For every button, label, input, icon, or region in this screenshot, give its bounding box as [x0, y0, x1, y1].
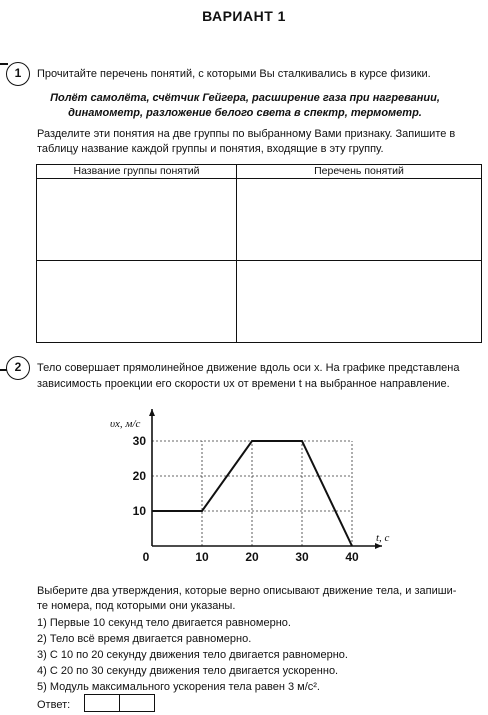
q1-task-line1: Разделите эти понятия на две группы по выбранному Вами признаку. Запишите в: [37, 128, 456, 140]
y-axis-label: υx, м/с: [110, 418, 141, 430]
group-2-name-cell[interactable]: [37, 261, 237, 343]
x-tick-label: 30: [295, 550, 309, 564]
q2-choose-line2: те номера, под которыми они указаны.: [37, 600, 236, 612]
question-2-number: 2: [6, 356, 30, 380]
q2-intro-line2: зависимость проекции его скорости υx от времени t на выбранное направление.: [37, 378, 450, 390]
y-tick-label: 10: [132, 504, 146, 518]
answer-box-1[interactable]: [84, 694, 120, 712]
option-5: 5) Модуль максимального ускорения тела равен 3 м/с².: [37, 681, 320, 693]
velocity-time-chart: [100, 400, 420, 570]
q1-concepts-line2: динамометр, разложение белого света в спектр, термометр.: [68, 107, 422, 119]
q1-concepts-line1: Полёт самолёта, счётчик Гейгера, расширение газа при нагревании,: [50, 92, 440, 104]
x-tick-label: 40: [345, 550, 359, 564]
group-1-name-cell[interactable]: [37, 179, 237, 261]
answer-box-2[interactable]: [119, 694, 155, 712]
group-1-concepts-cell[interactable]: [237, 179, 482, 261]
option-4: 4) С 20 по 30 секунду движения тело двигается ускоренно.: [37, 665, 339, 677]
q2-intro-line1: Тело совершает прямолинейное движение вдоль оси x. На графике представлена: [37, 362, 460, 374]
column-header-group-name: Название группы понятий: [37, 165, 237, 179]
x-tick-label: 0: [142, 550, 150, 564]
variant-title: ВАРИАНТ 1: [202, 8, 286, 24]
y-axis-arrow: [149, 409, 155, 416]
q1-intro: Прочитайте перечень понятий, с которыми Вы сталкивались в курсе физики.: [37, 68, 431, 80]
answer-label: Ответ:: [37, 699, 71, 711]
groups-table: [36, 164, 482, 343]
x-axis-label: t, с: [376, 532, 390, 544]
y-tick-label: 30: [132, 434, 146, 448]
option-2: 2) Тело всё время двигается равномерно.: [37, 633, 252, 645]
separator-line: [0, 63, 8, 65]
column-header-concepts: Перечень понятий: [237, 165, 482, 179]
y-tick-label: 20: [132, 469, 146, 483]
x-tick-label: 20: [245, 550, 259, 564]
option-3: 3) С 10 по 20 секунду движения тело двигается равномерно.: [37, 649, 348, 661]
q1-task-line2: таблицу название каждой группы и понятия, входящие в эту группу.: [37, 143, 384, 155]
group-2-concepts-cell[interactable]: [237, 261, 482, 343]
x-tick-label: 10: [195, 550, 209, 564]
question-1-number: 1: [6, 62, 30, 86]
option-1: 1) Первые 10 секунд тело двигается равномерно.: [37, 617, 291, 629]
q2-choose-line1: Выберите два утверждения, которые верно описывают движение тела, и запиши-: [37, 585, 457, 597]
